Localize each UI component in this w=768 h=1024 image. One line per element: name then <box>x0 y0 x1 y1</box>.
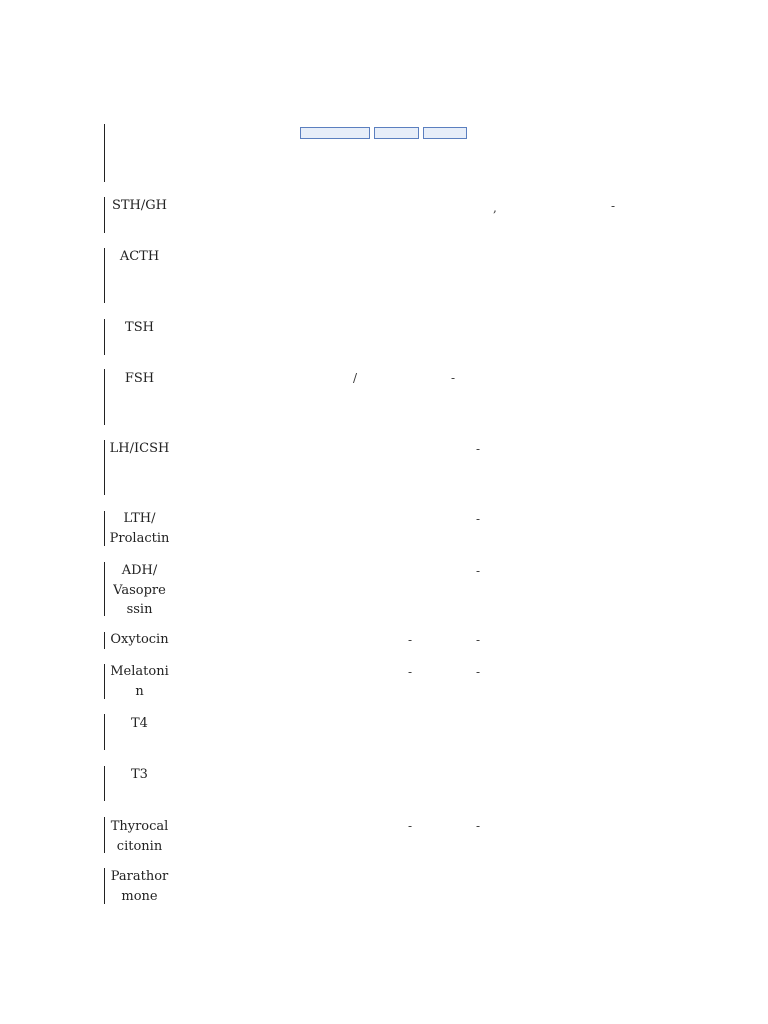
row-border <box>104 369 105 425</box>
hormone-label: ACTH <box>119 249 160 264</box>
hormone-label: Thyrocal citonin <box>110 819 169 854</box>
row-border <box>104 197 105 233</box>
hormone-label: FSH <box>124 371 155 386</box>
row-border <box>104 511 105 546</box>
row-mark: - <box>451 371 456 385</box>
row-mark: - <box>476 819 481 833</box>
row-border <box>104 562 105 616</box>
table-title <box>300 127 468 139</box>
hormone-label: LH/ICSH <box>109 441 170 456</box>
row-mark: - <box>476 665 481 679</box>
hormone-label: ADH/ Vasopre ssin <box>113 563 166 617</box>
hormone-label: TSH <box>125 320 154 335</box>
title-word-2 <box>374 127 419 139</box>
hormone-label: Melatoni n <box>110 664 169 699</box>
hormone-label: T3 <box>131 767 148 782</box>
row-mark: , <box>493 201 497 215</box>
hormone-label: LTH/ Prolactin <box>109 511 170 546</box>
row-mark: - <box>476 633 481 647</box>
row-border <box>104 664 105 699</box>
row-border <box>104 766 105 801</box>
row-border <box>104 868 105 904</box>
hormone-label: Parathor mone <box>110 869 169 904</box>
title-row-border <box>104 124 105 182</box>
row-border <box>104 319 105 355</box>
row-mark: - <box>408 633 413 647</box>
row-border <box>104 248 105 303</box>
row-mark: - <box>408 665 413 679</box>
row-mark: / <box>353 371 358 385</box>
hormone-label: Oxytocin <box>110 632 169 647</box>
title-word-3 <box>423 127 467 139</box>
row-mark: - <box>476 512 481 526</box>
hormone-label: T4 <box>131 716 148 731</box>
row-border <box>104 817 105 853</box>
row-border <box>104 714 105 750</box>
row-border <box>104 632 105 649</box>
row-mark: - <box>476 564 481 578</box>
row-mark: - <box>408 819 413 833</box>
row-border <box>104 440 105 495</box>
hormone-label: STH/GH <box>111 198 167 213</box>
row-mark: - <box>611 199 616 213</box>
row-mark: - <box>476 442 481 456</box>
title-word-1 <box>300 127 370 139</box>
